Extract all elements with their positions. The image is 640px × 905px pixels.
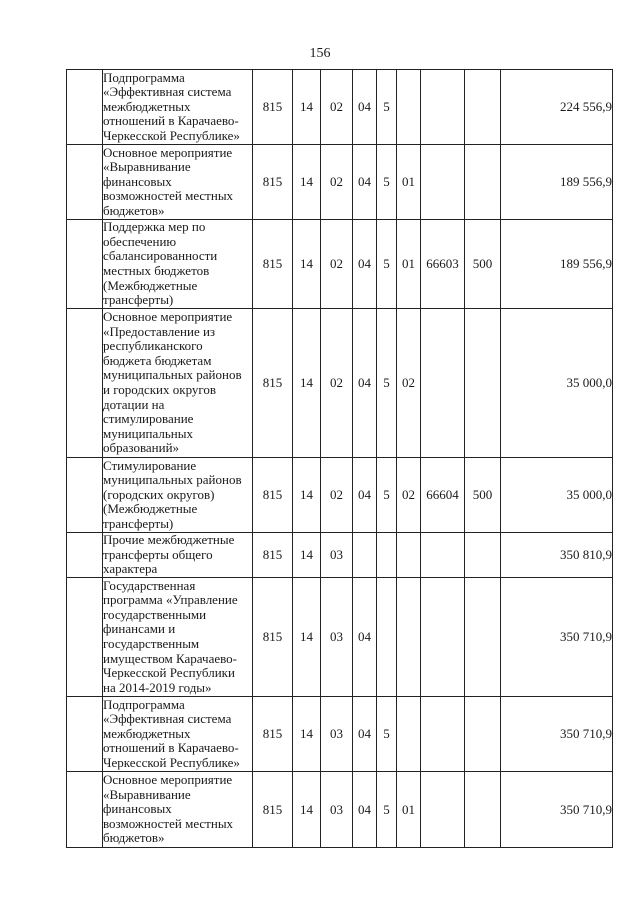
expense-name-cell: [103, 578, 253, 697]
amount-cell: 189 556,9: [501, 220, 613, 309]
subprogram-code-cell: 5: [377, 145, 397, 220]
expense-name-cell: [103, 533, 253, 578]
budget-table: [66, 69, 613, 848]
table-row: [67, 220, 613, 309]
expense-name: Государственная программа «Управление государственными финансами и государственным имуществом Карачаево- Черкесской Республики на 2014-2019 годы»: [103, 577, 238, 695]
amount-cell: 350 710,9: [501, 578, 613, 697]
subsection-code-cell: 02: [321, 309, 353, 458]
program-code-cell: [353, 533, 377, 578]
expense-name-cell: [103, 697, 253, 772]
event-code-cell: 02: [397, 458, 421, 533]
section-code-cell: 14: [293, 578, 321, 697]
direction-code-cell: [421, 309, 465, 458]
subprogram-code-cell: [377, 578, 397, 697]
row-number-cell: [67, 458, 103, 533]
program-code-cell: 04: [353, 697, 377, 772]
subsection-code-cell: 02: [321, 145, 353, 220]
expense-type-cell: [465, 145, 501, 220]
program-code-cell: 04: [353, 145, 377, 220]
subsection-code-cell: 02: [321, 458, 353, 533]
row-number-cell: [67, 145, 103, 220]
expense-name: Стимулирование муниципальных районов (городских округов) (Межбюджетные трансферты): [103, 457, 242, 531]
table-row: [67, 578, 613, 697]
section-code-cell: 14: [293, 533, 321, 578]
ministry-code-cell: 815: [253, 309, 293, 458]
subprogram-code-cell: 5: [377, 309, 397, 458]
subprogram-code-cell: 5: [377, 220, 397, 309]
amount-cell: 35 000,0: [501, 309, 613, 458]
event-code-cell: 01: [397, 220, 421, 309]
amount-cell: 350 710,9: [501, 697, 613, 772]
amount-cell: 350 710,9: [501, 772, 613, 848]
direction-code-cell: 66604: [421, 458, 465, 533]
row-number-cell: [67, 309, 103, 458]
page-number: 156: [309, 46, 331, 61]
event-code-cell: [397, 533, 421, 578]
expense-name-cell: [103, 309, 253, 458]
event-code-cell: [397, 70, 421, 145]
ministry-code-cell: 815: [253, 772, 293, 848]
expense-type-cell: [465, 70, 501, 145]
program-code-cell: 04: [353, 220, 377, 309]
ministry-code-cell: 815: [253, 458, 293, 533]
amount-cell: 224 556,9: [501, 70, 613, 145]
expense-type-cell: [465, 578, 501, 697]
expense-name-cell: [103, 220, 253, 309]
expense-name: Основное мероприятие «Выравнивание финансовых возможностей местных бюджетов»: [103, 772, 234, 846]
event-code-cell: [397, 578, 421, 697]
expense-type-cell: 500: [465, 458, 501, 533]
expense-type-cell: 500: [465, 220, 501, 309]
program-code-cell: 04: [353, 309, 377, 458]
direction-code-cell: [421, 772, 465, 848]
ministry-code-cell: 815: [253, 220, 293, 309]
program-code-cell: 04: [353, 70, 377, 145]
event-code-cell: 02: [397, 309, 421, 458]
subprogram-code-cell: 5: [377, 458, 397, 533]
amount-cell: 350 810,9: [501, 533, 613, 578]
subsection-code-cell: 02: [321, 70, 353, 145]
direction-code-cell: [421, 70, 465, 145]
program-code-cell: 04: [353, 458, 377, 533]
event-code-cell: 01: [397, 145, 421, 220]
subsection-code-cell: 03: [321, 772, 353, 848]
expense-name: Подпрограмма «Эффективная система межбюджетных отношений в Карачаево- Черкесской Республике»: [103, 69, 240, 143]
row-number-cell: [67, 533, 103, 578]
section-code-cell: 14: [293, 220, 321, 309]
row-number-cell: [67, 220, 103, 309]
row-number-cell: [67, 697, 103, 772]
section-code-cell: 14: [293, 458, 321, 533]
expense-name: Основное мероприятие «Предоставление из республиканского бюджета бюджетам муниципальных районов и городских округов дотации на стимулирование муниципальных образований»: [103, 309, 242, 456]
subprogram-code-cell: 5: [377, 70, 397, 145]
direction-code-cell: [421, 697, 465, 772]
ministry-code-cell: 815: [253, 70, 293, 145]
direction-code-cell: [421, 145, 465, 220]
program-code-cell: 04: [353, 578, 377, 697]
table-row: [67, 70, 613, 145]
row-number-cell: [67, 70, 103, 145]
ministry-code-cell: 815: [253, 145, 293, 220]
expense-name-cell: [103, 145, 253, 220]
expense-type-cell: [465, 533, 501, 578]
amount-cell: 35 000,0: [501, 458, 613, 533]
subsection-code-cell: 03: [321, 578, 353, 697]
direction-code-cell: [421, 578, 465, 697]
expense-name: Поддержка мер по обеспечению сбалансированности местных бюджетов (Межбюджетные трансферты): [103, 219, 218, 308]
expense-type-cell: [465, 697, 501, 772]
section-code-cell: 14: [293, 309, 321, 458]
expense-name: Основное мероприятие «Выравнивание финансовых возможностей местных бюджетов»: [103, 144, 234, 218]
expense-type-cell: [465, 309, 501, 458]
row-number-cell: [67, 578, 103, 697]
subprogram-code-cell: 5: [377, 697, 397, 772]
row-number-cell: [67, 772, 103, 848]
section-code-cell: 14: [293, 772, 321, 848]
section-code-cell: 14: [293, 145, 321, 220]
ministry-code-cell: 815: [253, 533, 293, 578]
expense-name: Подпрограмма «Эффективная система межбюджетных отношений в Карачаево- Черкесской Республике»: [103, 696, 240, 770]
section-code-cell: 14: [293, 70, 321, 145]
ministry-code-cell: 815: [253, 578, 293, 697]
direction-code-cell: 66603: [421, 220, 465, 309]
subprogram-code-cell: 5: [377, 772, 397, 848]
expense-name: Прочие межбюджетные трансферты общего характера: [103, 532, 235, 577]
table-row: [67, 533, 613, 578]
table-row: [67, 309, 613, 458]
expense-name-cell: [103, 772, 253, 848]
section-code-cell: 14: [293, 697, 321, 772]
subsection-code-cell: 03: [321, 697, 353, 772]
subsection-code-cell: 02: [321, 220, 353, 309]
expense-name-cell: [103, 458, 253, 533]
table-row: [67, 772, 613, 848]
subsection-code-cell: 03: [321, 533, 353, 578]
direction-code-cell: [421, 533, 465, 578]
table-row: [67, 697, 613, 772]
amount-cell: 189 556,9: [501, 145, 613, 220]
table-row: [67, 145, 613, 220]
expense-name-cell: [103, 70, 253, 145]
event-code-cell: 01: [397, 772, 421, 848]
table-row: [67, 458, 613, 533]
program-code-cell: 04: [353, 772, 377, 848]
ministry-code-cell: 815: [253, 697, 293, 772]
event-code-cell: [397, 697, 421, 772]
expense-type-cell: [465, 772, 501, 848]
subprogram-code-cell: [377, 533, 397, 578]
